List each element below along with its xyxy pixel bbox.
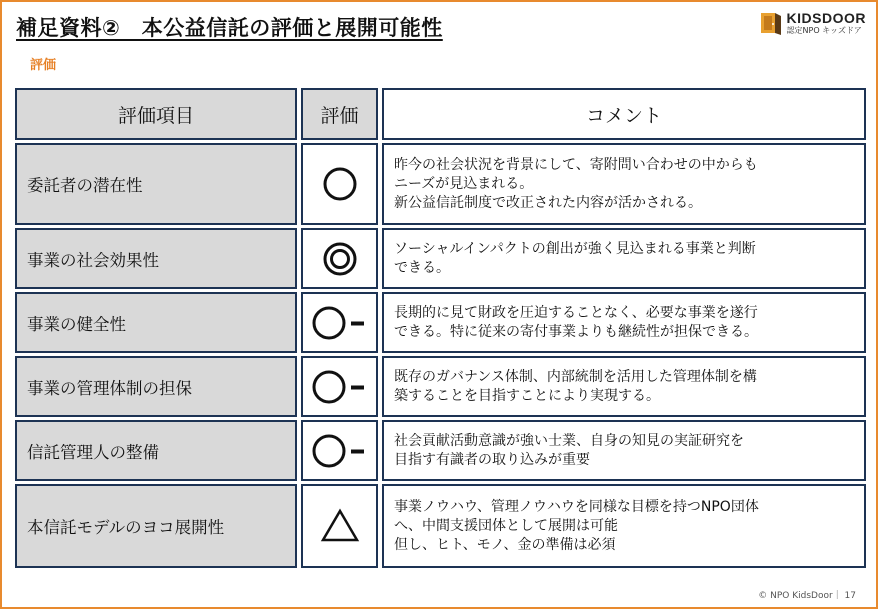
comment-cell: [382, 356, 866, 417]
rating-cell: [301, 143, 378, 225]
rating-cell: [301, 356, 378, 417]
comment-cell: [382, 420, 866, 481]
comment-cell: [382, 292, 866, 353]
kidsdoor-logo: [760, 10, 866, 36]
comment-line: できる。特に従来の寄付事業よりも継続性が担保できる。: [394, 323, 758, 340]
evaluation-item: 事業の健全性: [15, 292, 297, 353]
comment-cell: [382, 228, 866, 289]
evaluation-item: 事業の社会効果性: [15, 228, 297, 289]
rating-cell: [301, 292, 378, 353]
comment-line: 既存のガバナンス体制、内部統制を活用した管理体制を構: [394, 368, 757, 385]
comment-line: へ、中間支援団体として展開は可能: [394, 517, 618, 534]
comment-line: ニーズが見込まれる。: [394, 175, 534, 192]
comment-line: 新公益信託制度で改正された内容が活かされる。: [394, 194, 702, 211]
circle-minus-icon: [309, 431, 371, 471]
page-footer: © NPO KidsDoor｜ 17: [758, 591, 856, 601]
rating-cell: [301, 484, 378, 568]
comment-cell: [382, 484, 866, 568]
comment-line: 長期的に見て財政を圧迫することなく、必要な事業を遂行: [394, 304, 758, 321]
comment-line: 社会貢献活動意識が強い士業、自身の知見の実証研究を: [394, 432, 744, 449]
comment-cell: [382, 143, 866, 225]
rating-cell: [301, 228, 378, 289]
evaluation-table: [15, 88, 866, 576]
evaluation-item: 本信託モデルのヨコ展開性: [15, 484, 297, 568]
comment-line: できる。: [394, 259, 450, 276]
comment-line: 築することを目指すことにより実現する。: [394, 387, 660, 404]
double-circle-icon: [320, 239, 360, 279]
comment-line: 但し、ヒト、モノ、金の準備は必須: [394, 536, 616, 553]
circle-icon: [320, 164, 360, 204]
evaluation-item: 信託管理人の整備: [15, 420, 297, 481]
logo-subtext: 認定NPO キッズドア: [786, 26, 862, 35]
evaluation-item: 事業の管理体制の担保: [15, 356, 297, 417]
logo-wordmark: KIDSDOOR: [786, 10, 866, 26]
comment-line: 目指す有識者の取り込みが重要: [394, 451, 590, 468]
header-rating: 評価: [301, 88, 378, 140]
circle-minus-icon: [309, 303, 371, 343]
rating-cell: [301, 420, 378, 481]
triangle-icon: [318, 506, 362, 546]
comment-line: ソーシャルインパクトの創出が強く見込まれる事業と判断: [394, 240, 756, 257]
evaluation-item: 委託者の潜在性: [15, 143, 297, 225]
comment-line: 事業ノウハウ、管理ノウハウを同様な目標を持つNPO団体: [394, 498, 759, 515]
section-label: 評価: [30, 58, 57, 73]
comment-line: 昨今の社会状況を背景にして、寄附問い合わせの中からも: [394, 156, 758, 173]
door-logo-icon: [760, 11, 782, 35]
header-item: 評価項目: [15, 88, 297, 140]
header-comment: コメント: [382, 88, 866, 140]
page-title: 補足資料② 本公益信託の評価と展開可能性: [16, 16, 443, 40]
circle-minus-icon: [309, 367, 371, 407]
